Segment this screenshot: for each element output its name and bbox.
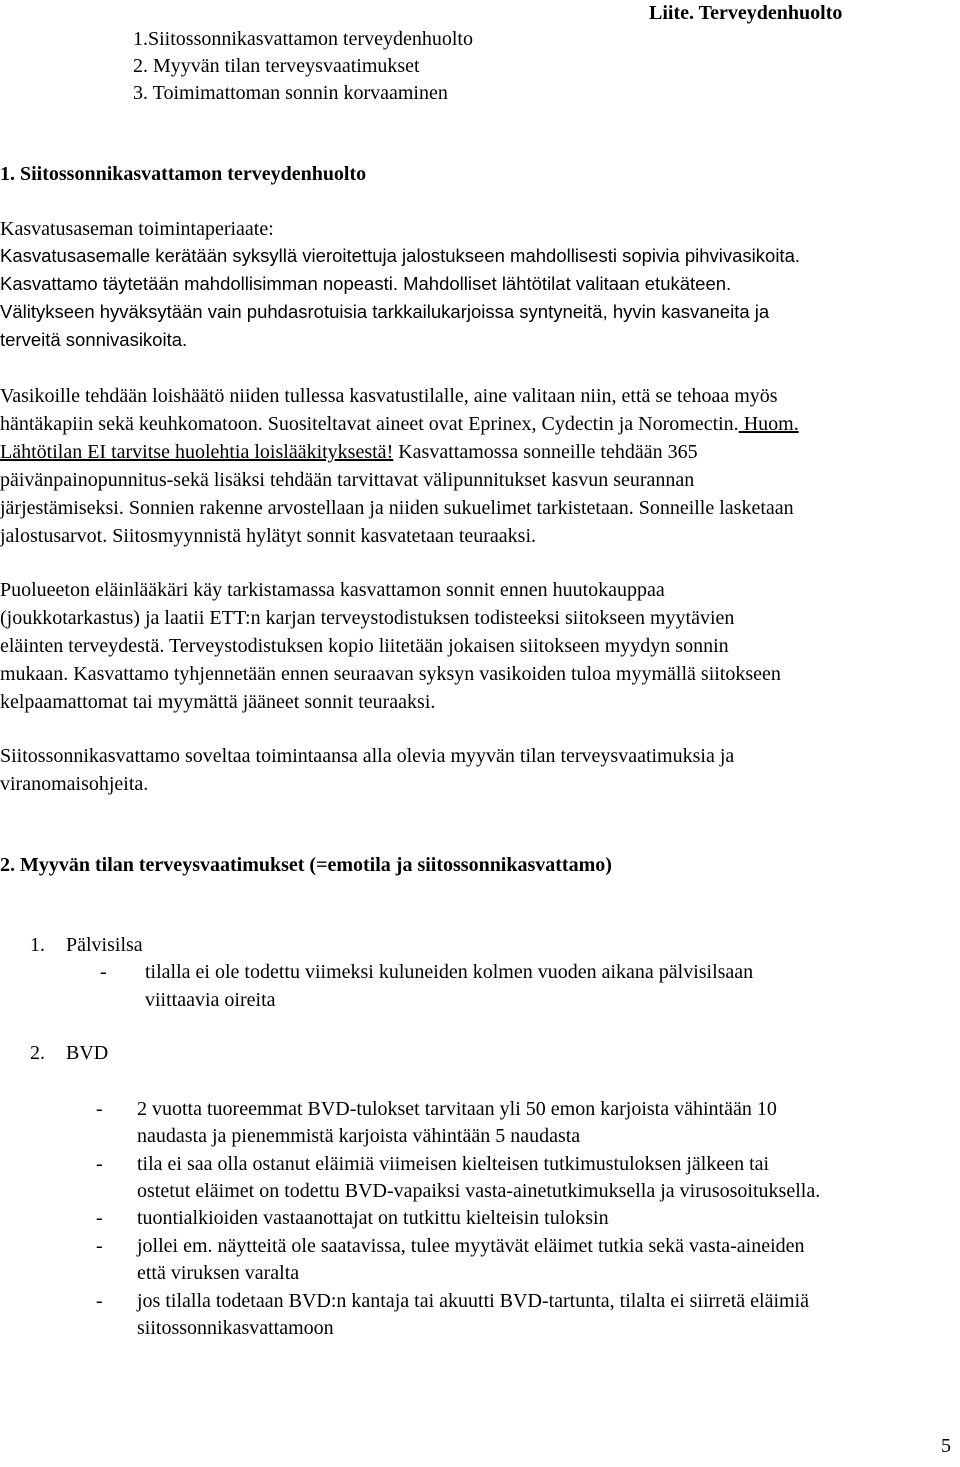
p3-line: (joukkotarkastus) ja laatii ETT:n karjan terveystodistuksen todisteeksi siitokseen myytävien: [0, 607, 735, 629]
p2-line: Vasikoille tehdään loishäätö niiden tullessa kasvatustilalle, aine valitaan niin, että se tehoaa myös: [0, 385, 778, 407]
bullet-line: tila ei saa olla ostanut eläimiä viimeisen kielteisen tutkimustuloksen jälkeen tai: [137, 1153, 770, 1175]
bullet-line: jos tilalla todetaan BVD:n kantaja tai akuutti BVD-tartunta, tilalta ei siirretä eläimiä: [137, 1290, 810, 1312]
dash: -: [96, 1098, 103, 1120]
p2-line-text: häntäkapiin sekä keuhkomatoon. Suositeltavat aineet ovat Eprinex, Cydectin ja Noromectin.: [0, 413, 739, 435]
p2-line: päivänpainopunnitus-sekä lisäksi tehdään tarvittavat välipunnitukset kasvun seurannan: [0, 469, 695, 491]
bullet-line: tilalla ei ole todettu viimeksi kuluneiden kolmen vuoden aikana pälvisilsaan: [145, 961, 754, 983]
bullet-line: jollei em. näytteitä ole saatavissa, tulee myytävät eläimet tutkia sekä vasta-aineiden: [137, 1235, 805, 1257]
dash: -: [96, 1290, 103, 1312]
huom-note: Huom.: [738, 413, 799, 435]
dash: -: [96, 1207, 103, 1229]
dash: -: [100, 961, 107, 983]
dash: -: [96, 1235, 103, 1257]
page-number: 5: [941, 1435, 951, 1457]
p3-line: mukaan. Kasvattamo tyhjennetään ennen seuraavan syksyn vasikoiden tuloa myymällä siitokseen: [0, 663, 781, 685]
p2-line: [0, 438, 698, 466]
p2-line: [0, 410, 799, 438]
toc-item-3: 3. Toimimattoman sonnin korvaaminen: [133, 82, 448, 104]
loislaakitys-note: Lähtötilan EI tarvitse huolehtia loislääkityksestä!: [0, 441, 394, 463]
bullet-line: tuontialkioiden vastaanottajat on tutkittu kielteisin tuloksin: [137, 1207, 609, 1229]
appendix-title: Liite. Terveydenhuolto: [649, 2, 843, 24]
bullet-line: viittaavia oireita: [145, 989, 276, 1011]
p1-line: Välitykseen hyväksytään vain puhdasrotuisia tarkkailukarjoissa syntyneitä, hyvin kasvaneita ja: [0, 301, 770, 322]
bullet-line: naudasta ja pienemmistä karjoista vähintään 5 naudasta: [137, 1125, 581, 1147]
p3-line: Puolueeton eläinlääkäri käy tarkistamassa kasvattamon sonnit ennen huutokauppaa: [0, 579, 665, 601]
bullet-line: siitossonnikasvattamoon: [137, 1317, 334, 1339]
p1-line: terveitä sonnivasikoita.: [0, 329, 188, 350]
section1-heading: 1. Siitossonnikasvattamon terveydenhuolto: [0, 163, 367, 185]
p4-line: Siitossonnikasvattamo soveltaa toimintaansa alla olevia myyvän tilan terveysvaatimuksia ja: [0, 745, 735, 767]
p3-line: eläinten terveydestä. Terveystodistuksen kopio liitetään jokaisen siitokseen myydyn sonnin: [0, 635, 729, 657]
list-item-title: BVD: [66, 1042, 109, 1064]
toc-item-1: 1.Siitossonnikasvattamon terveydenhuolto: [133, 28, 473, 50]
list-number: 1.: [30, 934, 45, 956]
p1-line: Kasvatusasemalle kerätään syksyllä vieroitettuja jalostukseen mahdollisesti sopivia pihvivasikoita.: [0, 245, 800, 266]
bullet-line: ostetut eläimet on todettu BVD-vapaiksi vasta-ainetutkimuksella ja virusosoituksella.: [137, 1180, 821, 1202]
list-number: 2.: [30, 1042, 45, 1064]
p1-line: Kasvattamo täytetään mahdollisimman nopeasti. Mahdolliset lähtötilat valitaan etukäteen.: [0, 273, 732, 294]
p4-line: viranomaisohjeita.: [0, 773, 149, 795]
intro-label: Kasvatusaseman toimintaperiaate:: [0, 218, 274, 240]
dash: -: [96, 1153, 103, 1175]
toc-item-2: 2. Myyvän tilan terveysvaatimukset: [133, 55, 420, 77]
section2-heading: 2. Myyvän tilan terveysvaatimukset (=emotila ja siitossonnikasvattamo): [0, 854, 612, 876]
p2-line-text: Kasvattamossa sonneille tehdään 365: [393, 441, 698, 463]
p2-line: järjestämiseksi. Sonnien rakenne arvostellaan ja niiden sukuelimet tarkistetaan. Sonneille lasketaan: [0, 497, 794, 519]
bullet-line: 2 vuotta tuoreemmat BVD-tulokset tarvitaan yli 50 emon karjoista vähintään 10: [137, 1098, 777, 1120]
p3-line: kelpaamattomat tai myymättä jääneet sonnit teuraaksi.: [0, 691, 436, 713]
bullet-line: että viruksen varalta: [137, 1262, 300, 1284]
list-item-title: Pälvisilsa: [66, 934, 143, 956]
p2-line: jalostusarvot. Siitosmyynnistä hylätyt sonnit kasvatetaan teuraaksi.: [0, 525, 537, 547]
